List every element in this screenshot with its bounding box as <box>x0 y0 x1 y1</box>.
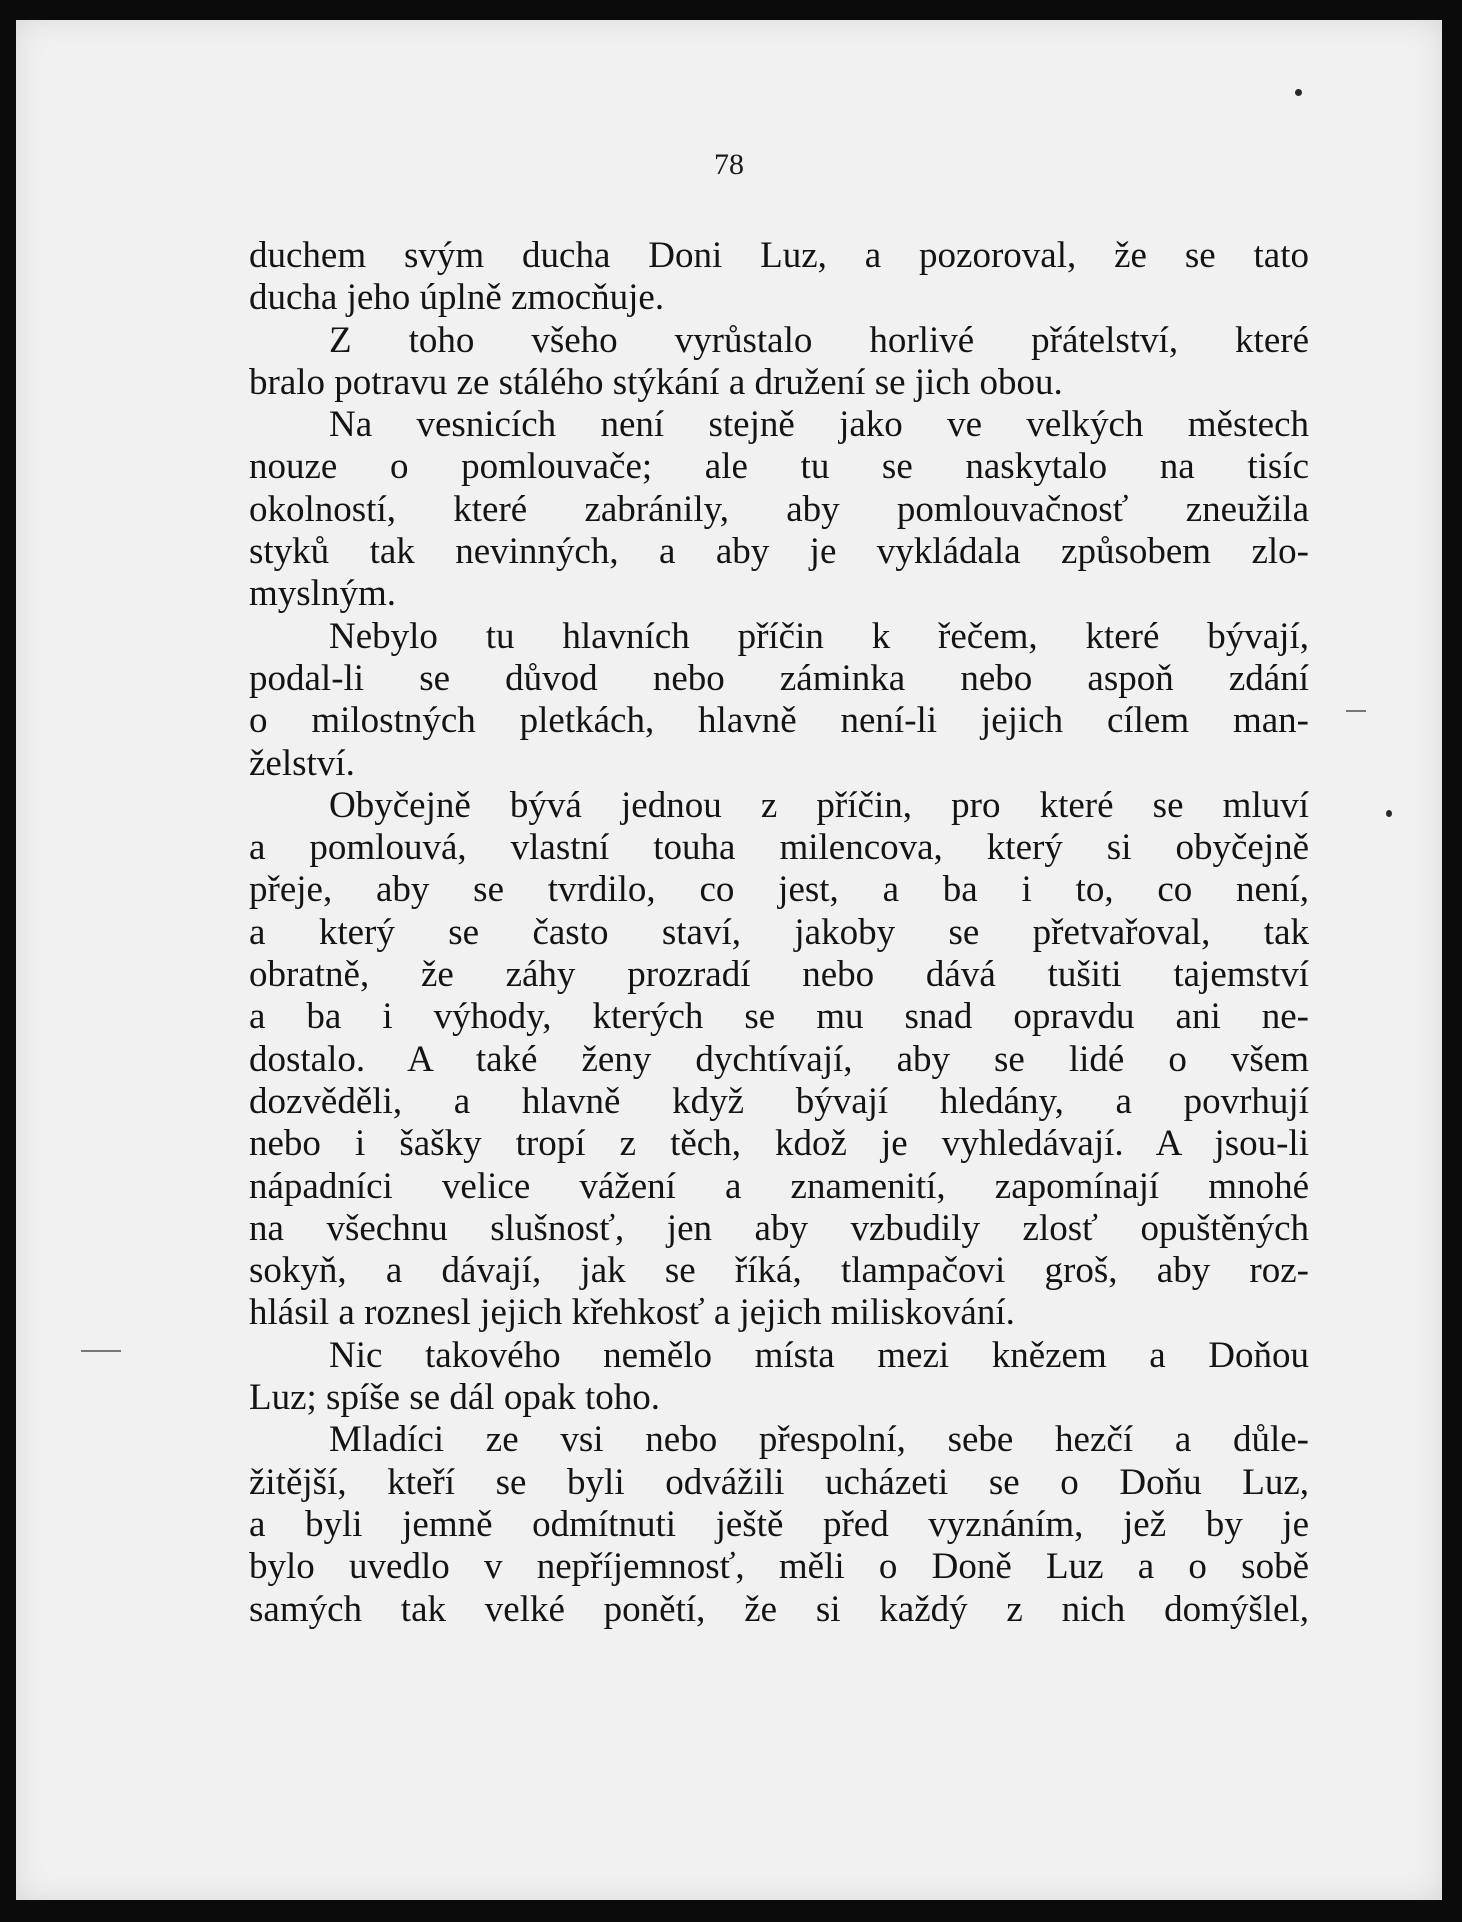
margin-mark <box>81 1350 121 1352</box>
text-line: Luz; spíše se dál opak toho. <box>249 1377 661 1419</box>
text-line: žitější, kteří se byli odvážili ucházeti se o Doňu Luz, <box>249 1461 1309 1503</box>
text-line: Obyčejně bývá jednou z příčin, pro které se mluví <box>329 784 1309 826</box>
text-line: hlásil a roznesl jejich křehkosť a jejich miliskování. <box>249 1292 1015 1334</box>
ink-speck <box>1295 89 1302 96</box>
text-line: Na vesnicích není stejně jako ve velkých městech <box>329 404 1309 446</box>
body-text <box>249 235 1309 1631</box>
text-line: nápadníci velice vážení a znamenití, zapomínají mnohé <box>249 1165 1309 1207</box>
page-number: 78 <box>714 148 744 181</box>
text-line: okolností, které zabránily, aby pomlouvačnosť zneužila <box>249 488 1309 530</box>
text-line: duchem svým ducha Doni Luz, a pozoroval, že se tato <box>249 235 1309 276</box>
text-line: myslným. <box>249 573 396 615</box>
text-line: dostalo. A také ženy dychtívají, aby se lidé o všem <box>249 1038 1309 1080</box>
text-line: Nebylo tu hlavních příčin k řečem, které bývají, <box>329 615 1309 657</box>
text-line: a ba i výhody, kterých se mu snad opravdu ani ne- <box>249 996 1309 1038</box>
text-line: na všechnu slušnosť, jen aby vzbudily zlosť opuštěných <box>249 1207 1309 1249</box>
text-line: přeje, aby se tvrdilo, co jest, a ba i to, co není, <box>249 869 1309 911</box>
text-line: bylo uvedlo v nepříjemnosť, měli o Doně Luz a o sobě <box>249 1546 1309 1588</box>
text-line: a byli jemně odmítnuti ještě před vyznáním, jež by je <box>249 1503 1309 1545</box>
text-line: Z toho všeho vyrůstalo horlivé přátelství, které <box>329 319 1309 361</box>
text-line: a pomlouvá, vlastní touha milencova, který si obyčejně <box>249 827 1309 869</box>
text-line: ducha jeho úplně zmocňuje. <box>249 277 665 319</box>
text-line: dozvěděli, a hlavně když bývají hledány, a povrhují <box>249 1080 1309 1122</box>
text-line: nebo i šašky tropí z těch, kdož je vyhledávají. A jsou-li <box>249 1123 1309 1165</box>
text-line: podal-li se důvod nebo záminka nebo aspoň zdání <box>249 657 1309 699</box>
text-line: bralo potravu ze stálého stýkání a družení se jich obou. <box>249 361 1063 403</box>
book-page <box>16 20 1442 1900</box>
text-line: Mladíci ze vsi nebo přespolní, sebe hezčí a důle- <box>329 1419 1309 1461</box>
margin-mark <box>1346 710 1366 712</box>
text-line: nouze o pomlouvače; ale tu se naskytalo na tisíc <box>249 446 1309 488</box>
text-line: styků tak nevinných, a aby je vykládala způsobem zlo- <box>249 531 1309 573</box>
ink-speck <box>1386 810 1392 817</box>
text-line: a který se často staví, jakoby se přetvařoval, tak <box>249 911 1309 953</box>
text-line: samých tak velké ponětí, že si každý z nich domýšlel, <box>249 1588 1309 1630</box>
text-line: o milostných pletkách, hlavně není-li jejich cílem man- <box>249 700 1309 742</box>
text-line: želství. <box>249 742 355 784</box>
text-line: Nic takového nemělo místa mezi knězem a Doňou <box>329 1334 1309 1376</box>
text-line: obratně, že záhy prozradí nebo dává tušiti tajemství <box>249 954 1309 996</box>
text-line: sokyň, a dávají, jak se říká, tlampačovi groš, aby roz- <box>249 1250 1309 1292</box>
